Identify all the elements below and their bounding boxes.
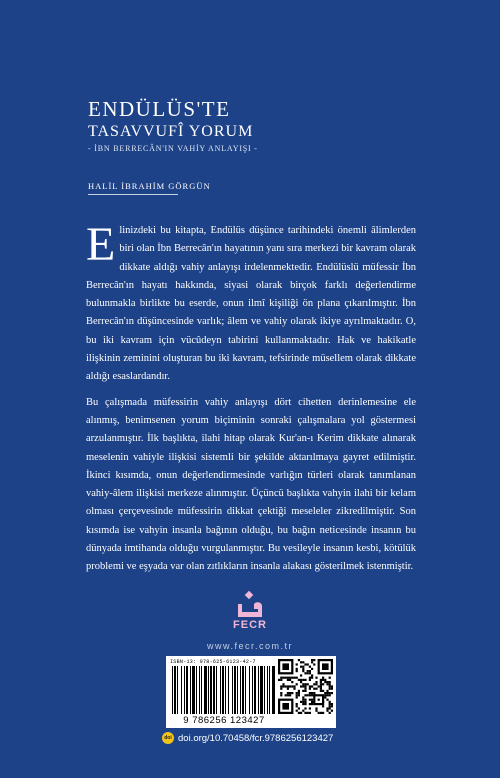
barcode-number: 9 786256 123427 (183, 715, 265, 726)
title-block (88, 97, 408, 153)
qr-code-icon (278, 659, 333, 714)
doi-icon: doi (162, 732, 174, 744)
blurb-paragraph-1-text: linizdeki bu kitapta, Endülüs düşünce tarihindeki önemli âlimlerden biri olan İbn Berrecân'ın hayatının yanı sıra merkezi bir kavram olarak dikkate aldığı vahiy anlayışı irdelenmektedir. Endülüslü müfessir İbn Berrecân'ın hayatı hakkında, siyasi olarak birçok farklı değerlendirme bulunmakla birlikte bu eserde, onun ilmî kişiliği ön plana çıkarılmıştır. İbn Berrecân'ın düşüncesinde varlık; âlem ve vahiy olarak ikiye ayrılmaktadır. O, bu iki kavram için vücûdeyn tabirini kullanmaktadır. Hak ve hakikatle ilişkinin zeminini oluşturan bu iki kavram, tefsirinde müsellem olarak dikkate aldığı esaslardandır. (86, 225, 416, 383)
book-subtitle: - İBN BERRECÂN'IN VAHİY ANLAYIŞI - (88, 144, 258, 153)
book-title-line2: TASAVVUFÎ YORUM (88, 123, 254, 140)
blurb-paragraph-1 (86, 218, 416, 387)
publisher-website[interactable]: www.fecr.com.tr (206, 641, 293, 651)
doi-link[interactable] (162, 731, 333, 745)
author-divider (88, 194, 178, 195)
publisher-name: FECR (233, 619, 267, 631)
isbn-label: ISBN-13: 978-625-6123-42-7 (170, 659, 256, 665)
book-title-line1: ENDÜLÜS'TE (88, 97, 231, 121)
drop-cap: E (86, 218, 116, 271)
fecr-logo-icon (230, 590, 270, 620)
blurb-paragraph-2: Bu çalışmada müfessirin vahiy anlayışı dört cihetten derinlemesine ele alınmış, benimsenen yorum biçiminin sonraki çalışmalara yol göstermesi arzulanmıştır. İlk başlıkta, ilahi hitap olarak Kur'an-ı Kerim dikkate alınarak meselenin vahiyle ilişkisi sistemli bir şekilde aktarılmaya gayret edilmiştir. İkinci kısımda, onun değerlendirmesinde varlığın türleri olarak tanımlanan vahiy-âlem ilişkisi merkeze alınmıştır. Üçüncü başlıkta vahyin ilahi bir kelam olması çerçevesinde müfessirin dikkat çektiği meseleler zikredilmiştir. Son kısımda ise vahyin insanla bağının olduğu, bu bağın neticesinde insanın bu dünyada imtihanda olduğu vurgulanmıştır. Bu vesileyle insanın kesbi, kötülük problemi ve eşyada var olan zıtlıkların insanla alakası gösterilmek istenmiştir. (86, 396, 416, 573)
doi-text[interactable]: doi.org/10.70458/fcr.9786256123427 (178, 732, 334, 744)
barcode-panel (166, 656, 336, 728)
blurb (86, 218, 416, 577)
barcode-icon (170, 666, 278, 714)
author-name: HALİL İBRAHİM GÖRGÜN (88, 181, 211, 191)
